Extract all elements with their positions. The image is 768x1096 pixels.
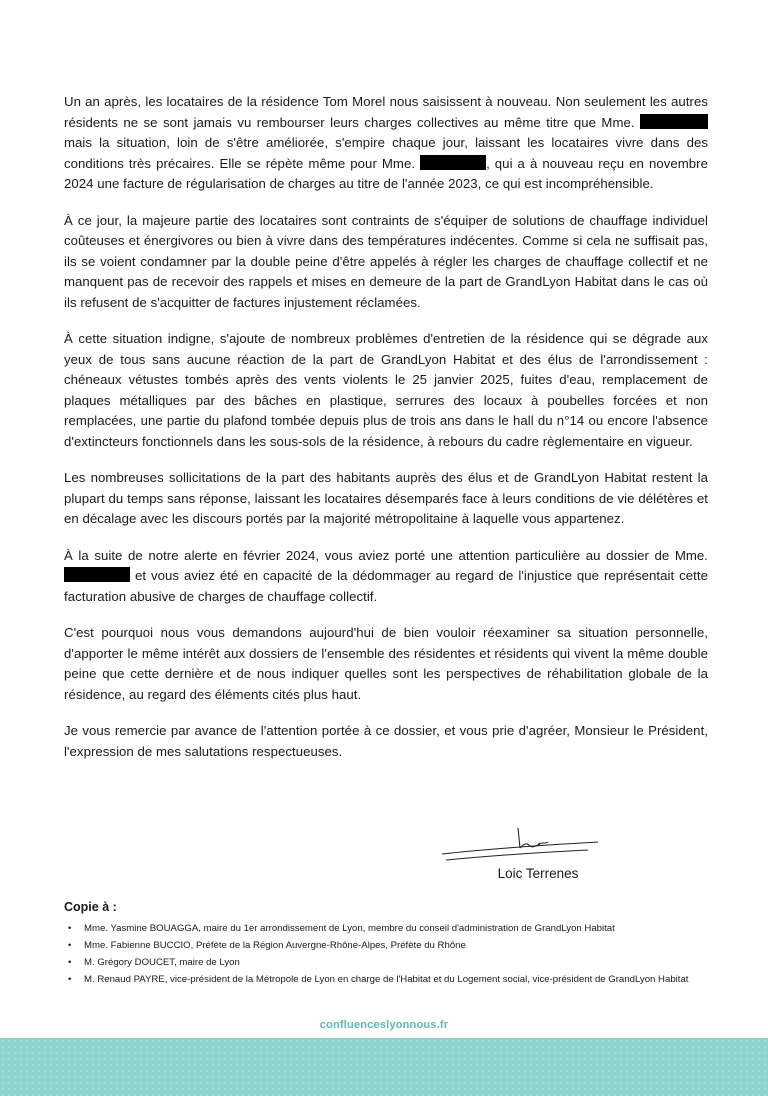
list-item	[64, 956, 714, 970]
bullet-icon: •	[68, 974, 72, 985]
paragraph-6: C'est pourquoi nous vous demandons aujourd'hui de bien vouloir réexaminer sa situation personnelle, d'apporter le même intérêt aux dossiers de l'ensemble des résidentes et résidents qui vivent la même double peine que cette dernière et de nous indiquer quelles sont les perspectives de réhabilitation globale de la résidence, au regard des éléments cités plus haut.	[64, 625, 708, 702]
paragraph-5-part-a: À la suite de notre alerte en février 2024, vous aviez porté une attention particulière au dossier de Mme.	[64, 547, 708, 563]
copy-recipient: M. Grégory DOUCET, maire de Lyon	[84, 957, 240, 968]
paragraph-1	[64, 92, 708, 195]
copy-recipient: Mme. Fabienne BUCCIO, Préfète de la Région Auvergne-Rhône-Alpes, Préfète du Rhône	[84, 940, 466, 951]
footer-website-link[interactable]: confluenceslyonnous.fr	[319, 1019, 449, 1031]
paragraph-1-part-c: , qui a à nouveau reçu en novembre 2024 une facture de régularisation de charges au titre de l'année 2023, ce qui est incompréhensible.	[64, 155, 708, 191]
signature-block	[438, 822, 618, 892]
copy-recipient: M. Renaud PAYRE, vice-président de la Métropole de Lyon en charge de l'Habitat et du Logement social, vice-président de GrandLyon Habitat	[84, 974, 689, 985]
paragraph-1-part-a: Un an après, les locataires de la résidence Tom Morel nous saisissent à nouveau. Non seulement les autres résidents ne se sont jamais vu rembourser leurs charges collectives au même titre que Mme.	[64, 94, 708, 130]
paragraph-2: À ce jour, la majeure partie des locataires sont contraints de s'équiper de solutions de chauffage individuel coûteuses et énergivores ou bien à vivre dans des températures indécentes. Comme si cela ne suffisait pas, ils se voient condamner par la double peine d'être appelés à régler les charges de chauffage collectif et ne manquent pas de recevoir des rappels et mises en demeure de la part de GrandLyon Habitat dans le cas où ils refusent de s'acquitter de factures injustement réclamées.	[64, 212, 708, 310]
footer-band	[0, 1038, 768, 1096]
paragraph-7: Je vous remercie par avance de l'attention portée à ce dossier, et vous prie d'agréer, Monsieur le Président, l'expression de mes salutations respectueuses.	[64, 723, 708, 759]
signatory-name: Loic Terrenes	[497, 866, 579, 881]
paragraph-5-part-b: et vous aviez été en capacité de la dédommager au regard de l'injustice que représentait cette facturation abusive de charges de chauffage collectif.	[64, 568, 708, 604]
list-item	[64, 922, 714, 936]
letter-body	[64, 92, 708, 778]
redacted-name	[64, 567, 130, 582]
bullet-icon: •	[68, 940, 72, 951]
copies-section	[64, 900, 714, 990]
footer-pattern	[0, 1038, 768, 1096]
list-item	[64, 973, 714, 987]
copy-recipient: Mme. Yasmine BOUAGGA, maire du 1er arrondissement de Lyon, membre du conseil d'administration de GrandLyon Habitat	[84, 923, 615, 934]
paragraph-3: À cette situation indigne, s'ajoute de nombreux problèmes d'entretien de la résidence qui se dégrade aux yeux de tous sans aucune réaction de la part de GrandLyon Habitat et des élus de l'arrondissement : chéneaux vétustes tombés après des vents violents le 25 janvier 2025, fuites d'eau, remplacement de plaques métalliques par des bâches en plastique, serrures des locaux à poubelles forcées et non remplacées, une partie du plafond tombée depuis plus de trois ans dans le hall du n°14 ou encore l'absence d'extincteurs fonctionnels dans les sous-sols de la résidence, à rebours du cadre règlementaire en vigueur.	[64, 331, 708, 449]
redacted-name	[640, 114, 708, 129]
paragraph-4: Les nombreuses sollicitations de la part des habitants auprès des élus et de GrandLyon Habitat restent la plupart du temps sans réponse, laissant les locataires désemparés face à leurs conditions de vie délétères et en décalage avec les discours portés par la majorité métropolitaine à laquelle vous appartenez.	[64, 470, 708, 526]
redacted-name	[420, 155, 486, 170]
paragraph-5	[64, 546, 708, 608]
copies-list	[64, 922, 714, 987]
bullet-icon: •	[68, 957, 72, 968]
handwritten-signature	[438, 822, 618, 866]
copies-title: Copie à :	[64, 900, 117, 914]
list-item	[64, 939, 714, 953]
paragraph-1-part-b: mais la situation, loin de s'être améliorée, s'empire chaque jour, laissant les locataires vivre dans des conditions très précaires. Elle se répète même pour Mme.	[64, 135, 708, 171]
bullet-icon: •	[68, 923, 72, 934]
